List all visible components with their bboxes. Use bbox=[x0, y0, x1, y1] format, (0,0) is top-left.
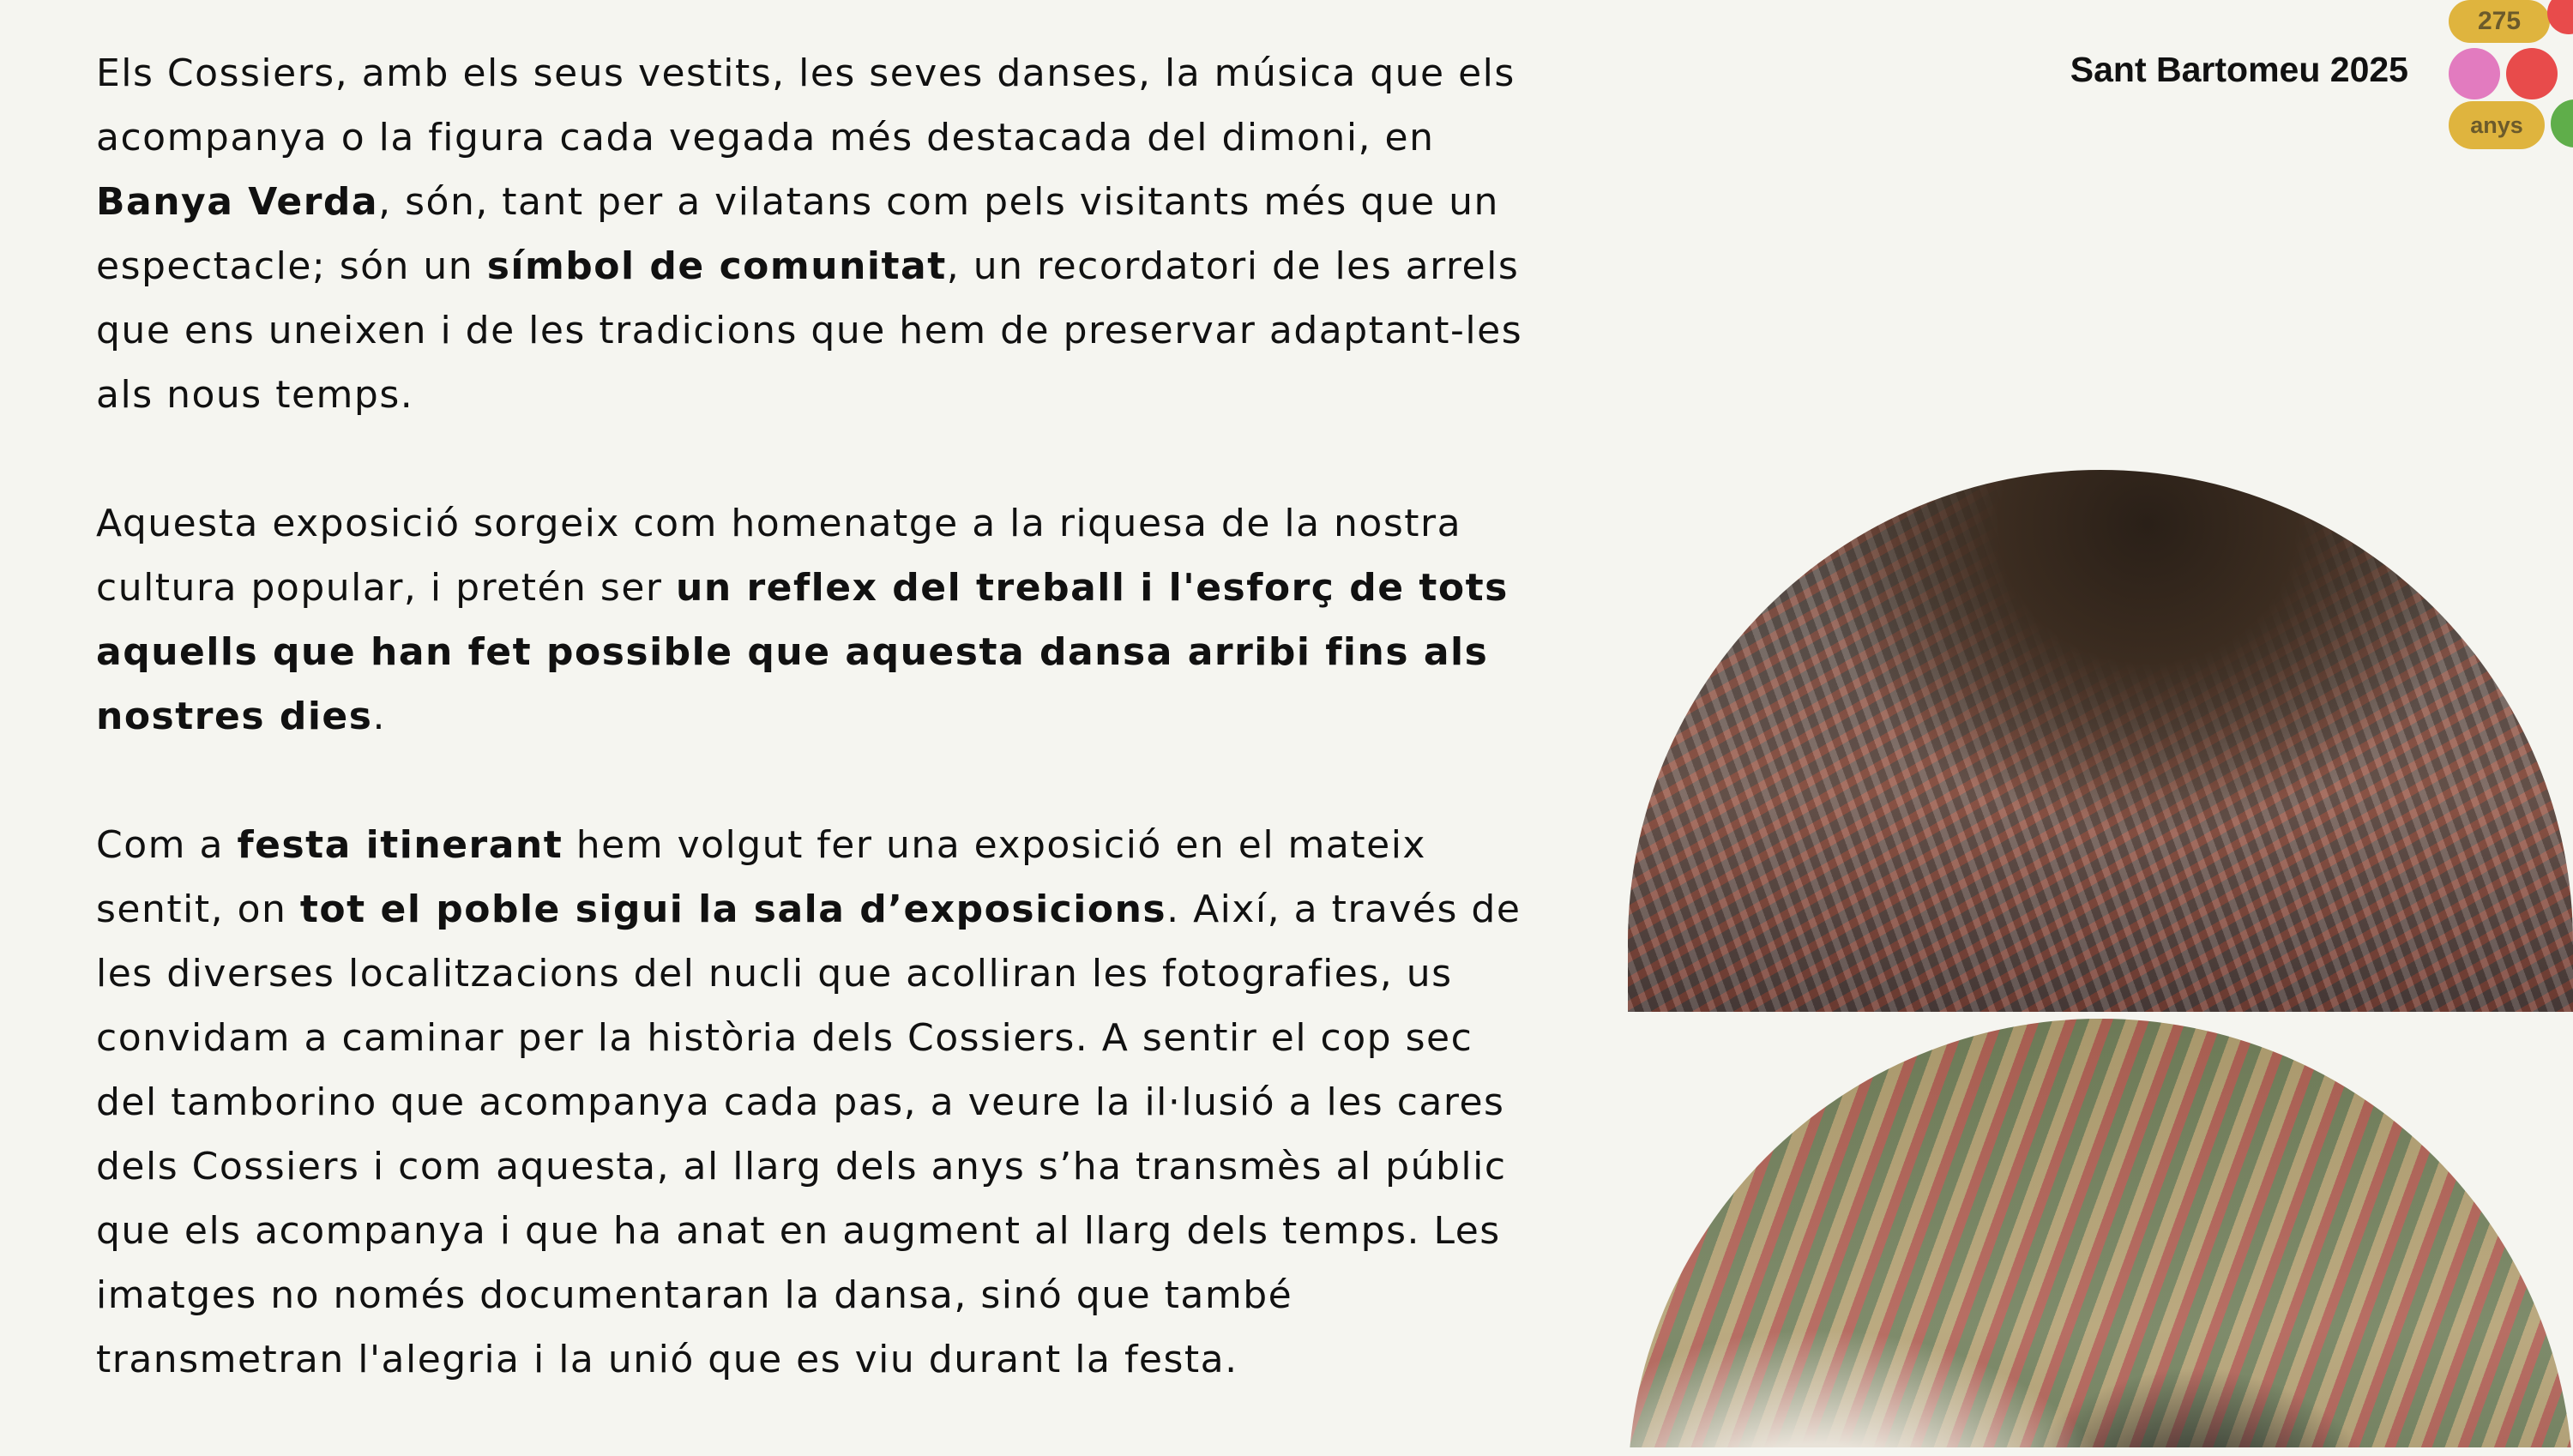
text-segment: . bbox=[372, 695, 386, 738]
text-segment: hem volgut fer una exposició en el mateix sentit, on bbox=[96, 823, 1426, 931]
logo-word: anys bbox=[2449, 101, 2545, 149]
text-segment: , un recordatori de les arrels que ens uneixen i de les tradicions que hem de preservar adaptant-les als nous temps. bbox=[96, 244, 1523, 417]
text-segment: Aquesta exposició sorgeix com homenatge a la riquesa de la nostra cultura popular, i pretén ser bbox=[96, 502, 1462, 610]
paragraph-3 bbox=[96, 813, 1537, 1392]
anniversary-logo bbox=[2444, 0, 2573, 154]
bold-segment: tot el poble sigui la sala d’exposicions bbox=[299, 887, 1167, 931]
text-segment: Com a bbox=[96, 823, 238, 867]
bold-segment: un reflex del treball i l'esforç de tots aquells que han fet possible que aquesta dansa arribi fins als nostres dies bbox=[96, 566, 1509, 738]
logo-red-dot bbox=[2506, 48, 2558, 99]
bold-segment: símbol de comunitat bbox=[486, 244, 947, 288]
text-segment: , són, tant per a vilatans com pels visitants més que un espectacle; són un bbox=[96, 180, 1499, 288]
logo-green-dot bbox=[2551, 99, 2573, 147]
photo-collage bbox=[1628, 470, 2573, 1447]
text-segment: . Així, a través de les diverses localitzacions del nucli que acolliran les fotografies, us convidam a caminar per la història dels Cossiers. A sentir el cop sec del tamborino que acompanya cada pas, a veure la il·lusió a les cares dels Cossiers i com aquesta, al llarg dels anys s’ha transmès al públic que els acompanya i que ha anat en augment al llarg dels temps. Les imatges no només documentaran la dansa, sinó que també transmetran l'alegria i la unió que es viu durant la festa. bbox=[96, 887, 1522, 1381]
bold-segment: festa itinerant bbox=[237, 823, 563, 867]
crowd-photo bbox=[1628, 470, 2573, 1012]
bold-segment: Banya Verda bbox=[96, 180, 379, 224]
page-title: Sant Bartomeu 2025 bbox=[2070, 50, 2408, 89]
text-segment: Els Cossiers, amb els seus vestits, les seves danses, la música que els acompanya o la figura cada vegada més destacada del dimoni, en bbox=[96, 51, 1515, 159]
logo-red-dot-top bbox=[2547, 0, 2573, 34]
logo-number: 275 bbox=[2449, 0, 2550, 43]
body-text bbox=[96, 41, 1537, 1456]
dancers-photo bbox=[1628, 1019, 2573, 1447]
logo-pink-dot bbox=[2449, 48, 2500, 99]
paragraph-1 bbox=[96, 41, 1537, 427]
paragraph-2 bbox=[96, 491, 1537, 749]
